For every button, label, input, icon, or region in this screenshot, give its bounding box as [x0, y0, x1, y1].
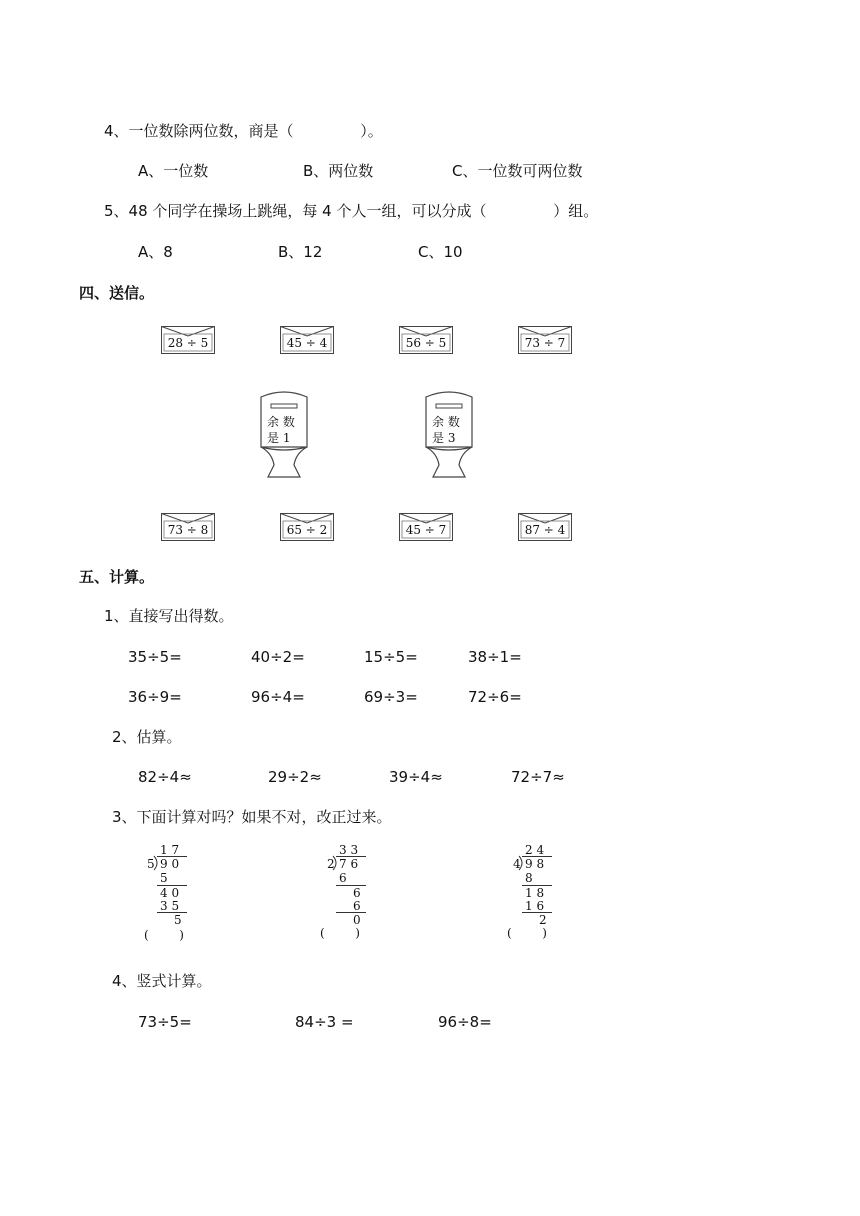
step: 6: [353, 899, 361, 913]
step: 8: [525, 871, 533, 885]
envelope-label: 73 ÷ 8: [167, 523, 209, 537]
envelope: [280, 513, 334, 541]
oral-calc-item: 69÷3=: [364, 688, 418, 706]
envelope-label: 56 ÷ 5: [405, 336, 447, 350]
answer-parentheses: ( ): [320, 926, 360, 940]
envelope-label: 28 ÷ 5: [167, 336, 209, 350]
oral-calc-item: 40÷2=: [251, 648, 305, 666]
mailbox-text-line1: 余 数: [267, 415, 295, 429]
envelope: [399, 513, 453, 541]
part-1-title: 1、直接写出得数。: [104, 607, 234, 625]
vertical-calc-item: 73÷5=: [138, 1013, 192, 1031]
dividend: 9 0: [160, 857, 180, 871]
oral-calc-item: 38÷1=: [468, 648, 522, 666]
step-line: [336, 885, 366, 886]
mailbox-text-line2: 是 1: [267, 431, 291, 445]
step: 0: [353, 913, 361, 927]
envelope: [161, 326, 215, 354]
envelope-label: 45 ÷ 7: [405, 523, 447, 537]
part-3-title: 3、下面计算对吗？如果不对，改正过来。: [112, 808, 392, 826]
q4-option-a: A、一位数: [138, 162, 209, 180]
divisor: 2: [327, 857, 335, 871]
envelope: [280, 326, 334, 354]
mailbox-remainder-3: [421, 389, 477, 481]
divisor: 4: [513, 857, 521, 871]
step: 1 8: [525, 886, 545, 900]
step: 6: [339, 871, 347, 885]
vertical-calc-item: 84÷3 =: [295, 1013, 354, 1031]
q4-option-b: B、两位数: [303, 162, 374, 180]
step: 6: [353, 886, 361, 900]
quotient: 3 3: [339, 843, 359, 857]
envelope: [399, 326, 453, 354]
mailbox-text-line1: 余 数: [432, 415, 460, 429]
oral-calc-item: 36÷9=: [128, 688, 182, 706]
section-4-title: 四、送信。: [79, 284, 155, 302]
envelope: [518, 513, 572, 541]
question-4-text: 4、一位数除两位数，商是（ ）。: [104, 122, 383, 140]
q5-option-c: C、10: [418, 243, 463, 261]
dividend: 9 8: [525, 857, 545, 871]
estimate-item: 29÷2≈: [268, 768, 322, 786]
mailbox-remainder-1: [256, 389, 312, 481]
step-line: [522, 912, 552, 913]
q4-option-c: C、一位数可两位数: [452, 162, 583, 180]
estimate-item: 82÷4≈: [138, 768, 192, 786]
vertical-calc-item: 96÷8=: [438, 1013, 492, 1031]
answer-parentheses: ( ): [144, 928, 184, 942]
step: 5: [160, 871, 168, 885]
question-5-text: 5、48 个同学在操场上跳绳，每 4 个人一组，可以分成（ ）组。: [104, 202, 599, 220]
answer-parentheses: ( ): [507, 926, 547, 940]
estimate-item: 72÷7≈: [511, 768, 565, 786]
step: 1 6: [525, 899, 545, 913]
envelope: [161, 513, 215, 541]
oral-calc-item: 96÷4=: [251, 688, 305, 706]
envelope-label: 87 ÷ 4: [524, 523, 566, 537]
oral-calc-item: 72÷6=: [468, 688, 522, 706]
step: 2: [539, 913, 547, 927]
envelope-label: 65 ÷ 2: [286, 523, 328, 537]
envelope: [518, 326, 572, 354]
oral-calc-item: 35÷5=: [128, 648, 182, 666]
step: 3 5: [160, 899, 180, 913]
dividend: 7 6: [339, 857, 359, 871]
section-5-title: 五、计算。: [79, 568, 155, 586]
step-line: [157, 912, 187, 913]
step: 4 0: [160, 886, 180, 900]
oral-calc-item: 15÷5=: [364, 648, 418, 666]
part-2-title: 2、估算。: [112, 728, 182, 746]
part-4-title: 4、竖式计算。: [112, 972, 212, 990]
divisor: 5: [147, 857, 155, 871]
mailbox-text-line2: 是 3: [432, 431, 456, 445]
quotient: 1 7: [160, 843, 180, 857]
envelope-label: 45 ÷ 4: [286, 336, 328, 350]
envelope-label: 73 ÷ 7: [524, 336, 566, 350]
q5-option-a: A、8: [138, 243, 173, 261]
step: 5: [174, 913, 182, 927]
estimate-item: 39÷4≈: [389, 768, 443, 786]
quotient: 2 4: [525, 843, 545, 857]
q5-option-b: B、12: [278, 243, 323, 261]
step-line: [336, 912, 366, 913]
